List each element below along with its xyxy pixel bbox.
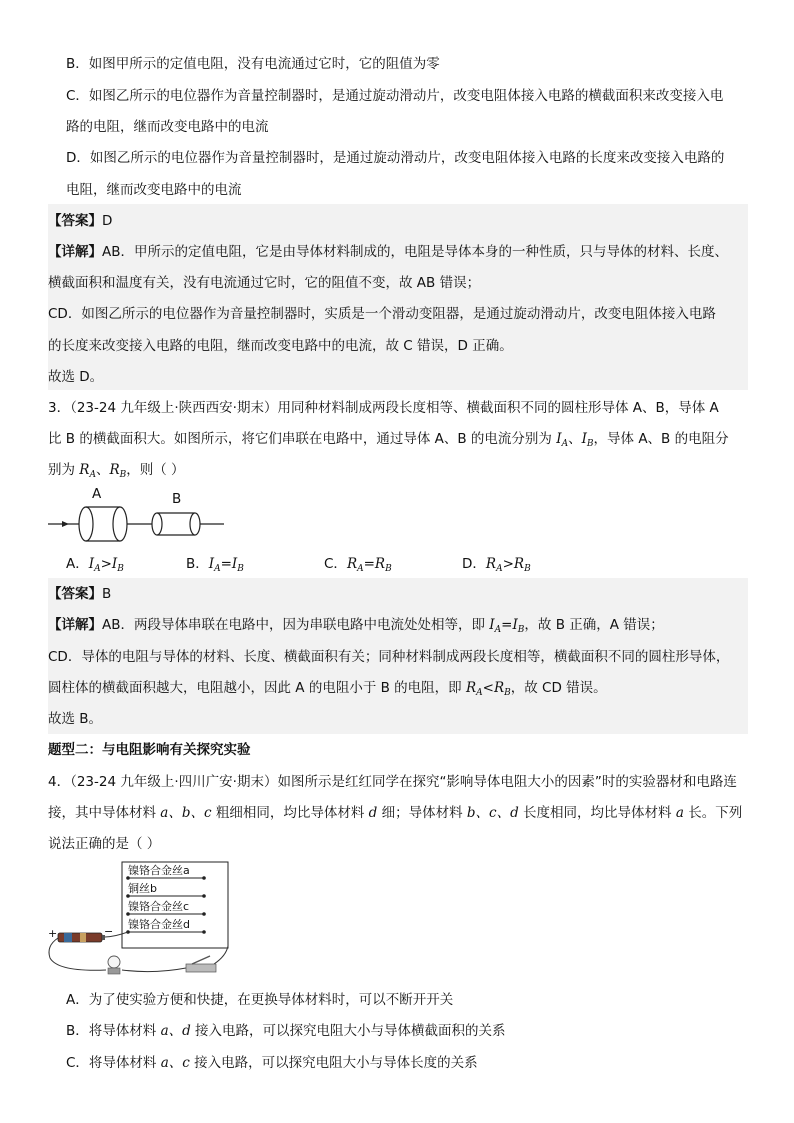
q3-text: ，则（ ） <box>126 462 185 478</box>
option-text: 接入电路，可以探究电阻大小与导体横截面积的关系 <box>190 1023 506 1039</box>
q3-answer <box>48 584 111 604</box>
q4-text: 接，其中导体材料 <box>48 805 161 821</box>
battery-minus-label: − <box>104 925 114 938</box>
q4-var: a、c <box>160 1055 190 1071</box>
q3-option-a[interactable]: A．$I_A>I_B$ <box>66 556 124 574</box>
q3-detail-line3: 圆柱体的横截面积越大，电阻越小，因此 A 的电阻小于 B 的电阻，即 $R_A<R_B$，故 CD 错误。 <box>48 680 607 698</box>
q4-var: a、b、c <box>160 805 212 821</box>
q2-option-d-line1: D．如图乙所示的电位器作为音量控制器时，是通过旋动滑动片，改变电阻体接入电路的长度来改变接入电路的 <box>66 150 725 166</box>
detail-text: 圆柱体的横截面积越大，电阻越小，因此 A 的电阻小于 B 的电阻，即 <box>48 680 466 696</box>
q3-option-b[interactable]: B．$I_A=I_B$ <box>186 556 244 574</box>
q4-stem-line3: 说法正确的是（ ） <box>48 836 161 852</box>
q3-option-c[interactable]: C．$R_A=R_B$ <box>324 556 392 574</box>
option-prefix: C． <box>324 556 347 572</box>
answer-label: 【答案】 <box>48 213 102 229</box>
q2-option-b: B．如图甲所示的定值电阻，没有电流通过它时，它的阻值为零 <box>66 56 440 72</box>
q4-var: a、d <box>160 1023 191 1039</box>
q3-detail-line1: 【详解】AB．两段导体串联在电路中，因为串联电路中电流处处相等，即 $I_A=I_B$，故 B 正确，A 错误； <box>48 617 664 635</box>
q3-conclusion: 故选 B。 <box>48 711 103 727</box>
answer-value: D <box>102 213 113 229</box>
option-prefix: A． <box>66 556 89 572</box>
q2-detail-line1 <box>48 242 728 262</box>
option-prefix: B． <box>186 556 209 572</box>
q4-stem-line2 <box>48 803 742 823</box>
answer-value: B <box>102 586 112 602</box>
battery-plus-label: + <box>48 927 58 940</box>
q3-stem-line2: 比 B 的横截面积大。如图所示，将它们串联在电路中，通过导体 A、B 的电流分别为 $I_A$、$I_B$，导体 A、B 的电阻分 <box>48 431 729 449</box>
q2-option-d-line2: 电阻，继而改变电路中的电流 <box>66 182 242 198</box>
q3-stem-line3: 别为 $R_A$、$R_B$，则（ ） <box>48 462 185 480</box>
detail-text: ，故 CD 错误。 <box>510 680 607 696</box>
q3-fig-label-a: A <box>92 486 102 502</box>
answer-block-q2 <box>48 204 748 390</box>
q3-text: 别为 <box>48 462 80 478</box>
detail-text: AB．甲所示的定值电阻，它是由导体材料制成的，电阻是导体本身的一种性质，只与导体的材料、长度、 <box>102 244 728 260</box>
q4-text: 长。下列 <box>683 805 743 821</box>
detail-label: 【详解】 <box>48 617 102 633</box>
q4-text: 粗细相同，均比导体材料 <box>211 805 369 821</box>
q4-var: b、c、d <box>466 805 519 821</box>
q2-detail-line2: 横截面积和温度有关，没有电流通过它时，它的阻值不变，故 AB 错误； <box>48 275 481 291</box>
q3-text: 比 B 的横截面积大。如图所示，将它们串联在电路中，通过导体 A、B 的电流分别为 <box>48 431 557 447</box>
q3-text: ，导体 A、B 的电阻分 <box>593 431 729 447</box>
q3-detail-line2: CD．导体的电阻与导体的材料、长度、横截面积有关；同种材料制成两段长度相等，横截面积不同的圆柱形导体， <box>48 649 730 665</box>
q2-option-c-line1: C．如图乙所示的电位器作为音量控制器时，是通过旋动滑动片，改变电阻体接入电路的横截面积来改变接入电 <box>66 88 724 104</box>
section-title: 题型二：与电阻影响有关探究实验 <box>48 742 251 758</box>
q4-var: a <box>675 805 684 821</box>
q4-text: 长度相同，均比导体材料 <box>518 805 676 821</box>
q4-text: 细；导体材料 <box>377 805 467 821</box>
q2-detail-line3: CD．如图乙所示的电位器作为音量控制器时，实质是一个滑动变阻器，是通过旋动滑动片，改变电阻体接入电路 <box>48 306 716 322</box>
wire-label-d: 镍铬合金丝d <box>128 918 190 931</box>
q3-stem-line1: 3．（23-24 九年级上·陕西西安·期末）用同种材料制成两段长度相等、横截面积不同的圆柱形导体 A、B，导体 A <box>48 400 719 416</box>
wire-label-a: 镍铬合金丝a <box>128 864 190 877</box>
option-prefix: D． <box>462 556 486 572</box>
option-text: C．将导体材料 <box>66 1055 161 1071</box>
q4-option-a[interactable]: A．为了使实验方便和快捷，在更换导体材料时，可以不断开开关 <box>66 992 454 1008</box>
q4-stem-line1: 4．（23-24 九年级上·四川广安·期末）如图所示是红红同学在探究“影响导体电阻大小的因素”时的实验器材和电路连 <box>48 774 737 790</box>
q2-option-c-line2: 路的电阻，继而改变电路中的电流 <box>66 119 269 135</box>
q4-option-b[interactable] <box>66 1021 506 1041</box>
q4-option-c[interactable] <box>66 1053 478 1073</box>
option-text: B．将导体材料 <box>66 1023 161 1039</box>
q2-conclusion: 故选 D。 <box>48 369 104 385</box>
answer-label: 【答案】 <box>48 586 102 602</box>
wire-label-b: 铜丝b <box>128 882 157 895</box>
detail-text: AB．两段导体串联在电路中，因为串联电路中电流处处相等，即 <box>102 617 490 633</box>
q3-fig-label-b: B <box>172 491 182 507</box>
wire-label-c: 镍铬合金丝c <box>128 900 190 913</box>
q2-detail-line4: 的长度来改变接入电路的电阻，继而改变电路中的电流，故 C 错误，D 正确。 <box>48 338 513 354</box>
option-text: 接入电路，可以探究电阻大小与导体长度的关系 <box>189 1055 478 1071</box>
detail-text: ，故 B 正确，A 错误； <box>524 617 664 633</box>
q4-var: d <box>368 805 378 821</box>
q2-answer <box>48 211 112 231</box>
detail-label: 【详解】 <box>48 244 102 260</box>
q3-conductor-figure <box>46 484 236 546</box>
q3-option-d[interactable]: D．$R_A>R_B$ <box>462 556 531 574</box>
